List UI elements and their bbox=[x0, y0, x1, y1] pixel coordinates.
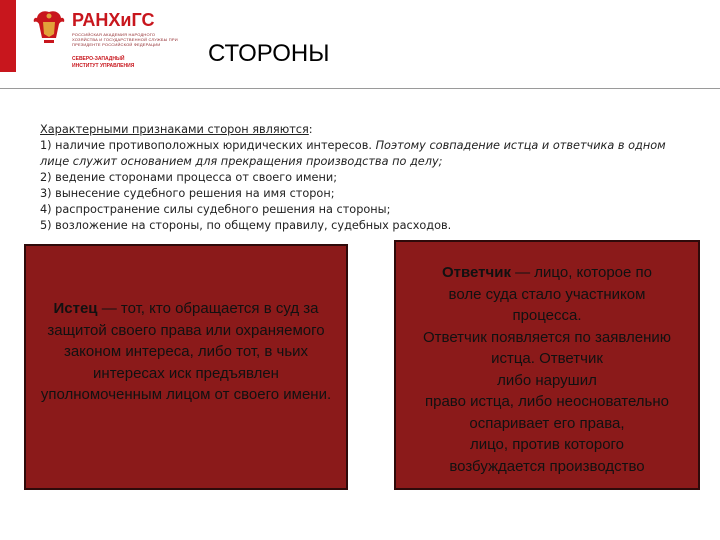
list-item bbox=[40, 186, 680, 202]
defendant-box bbox=[394, 240, 700, 490]
list-item-italic: Поэтому совпадение истца и ответчика в одном лице служит основанием для прекращения производства по делу; bbox=[40, 139, 666, 168]
list-item-text: 5) возложение на стороны, по общему правилу, судебных расходов. bbox=[40, 219, 452, 232]
defendant-line: лицо, против которого bbox=[469, 436, 625, 453]
list-item bbox=[40, 202, 680, 218]
features-intro-colon: : bbox=[308, 123, 313, 136]
list-item-text: 1) наличие противоположных юридических интересов. bbox=[40, 139, 376, 152]
header-divider bbox=[0, 88, 720, 89]
plaintiff-term: Истец bbox=[53, 300, 98, 317]
logo-subtitle: РОССИЙСКАЯ АКАДЕМИЯ НАРОДНОГО ХОЗЯЙСТВА И ГОСУДАРСТВЕННОЙ СЛУЖБЫ ПРИ ПРЕЗИДЕНТЕ РОССИЙСКОЙ ФЕДЕРАЦИИ bbox=[72, 32, 178, 47]
logo-branch-line2: ИНСТИТУТ УПРАВЛЕНИЯ bbox=[72, 63, 135, 69]
defendant-line: либо нарушил bbox=[497, 371, 597, 389]
plaintiff-definition: — тот, кто обращается в суд за защитой своего права или охраняемого законом интереса, либо тот, в чьих интересах иск предъявлен уполномоченным лицом от своего имени. bbox=[40, 300, 332, 403]
defendant-line: процесса. bbox=[512, 307, 582, 324]
logo-name: РАНХиГС bbox=[72, 10, 155, 30]
list-item bbox=[40, 138, 680, 170]
defendant-term: Ответчик bbox=[442, 264, 511, 281]
list-item-text: 2) ведение сторонами процесса от своего имени; bbox=[40, 171, 338, 184]
features-intro-text: Характерными признаками сторон являются bbox=[40, 123, 309, 136]
plaintiff-box bbox=[24, 244, 348, 490]
features-list bbox=[40, 122, 680, 234]
defendant-line: право истца, либо неосновательно bbox=[424, 393, 669, 410]
logo bbox=[32, 8, 182, 72]
coat-of-arms-icon bbox=[32, 8, 66, 48]
logo-branch bbox=[72, 56, 134, 70]
list-item bbox=[40, 218, 680, 234]
defendant-line: оспаривает его права, bbox=[469, 414, 625, 432]
accent-bar bbox=[0, 0, 16, 72]
logo-branch-line1: СЕВЕРО-ЗАПАДНЫЙ bbox=[72, 56, 125, 62]
list-item-text: 3) вынесение судебного решения на имя сторон; bbox=[40, 187, 335, 200]
defendant-line: истца. Ответчик bbox=[491, 350, 603, 367]
defendant-line bbox=[396, 262, 698, 284]
list-item bbox=[40, 170, 680, 186]
list-item-text: 4) распространение силы судебного решения на стороны; bbox=[40, 203, 391, 216]
defendant-line: Ответчик появляется по заявлению bbox=[422, 328, 671, 346]
features-intro bbox=[40, 122, 680, 138]
slide-title: СТОРОНЫ bbox=[208, 40, 330, 67]
defendant-line: возбуждается производство bbox=[449, 457, 645, 475]
defendant-line: воле суда стало участником bbox=[448, 285, 646, 303]
defendant-line-text: — лицо, которое по bbox=[510, 264, 652, 281]
